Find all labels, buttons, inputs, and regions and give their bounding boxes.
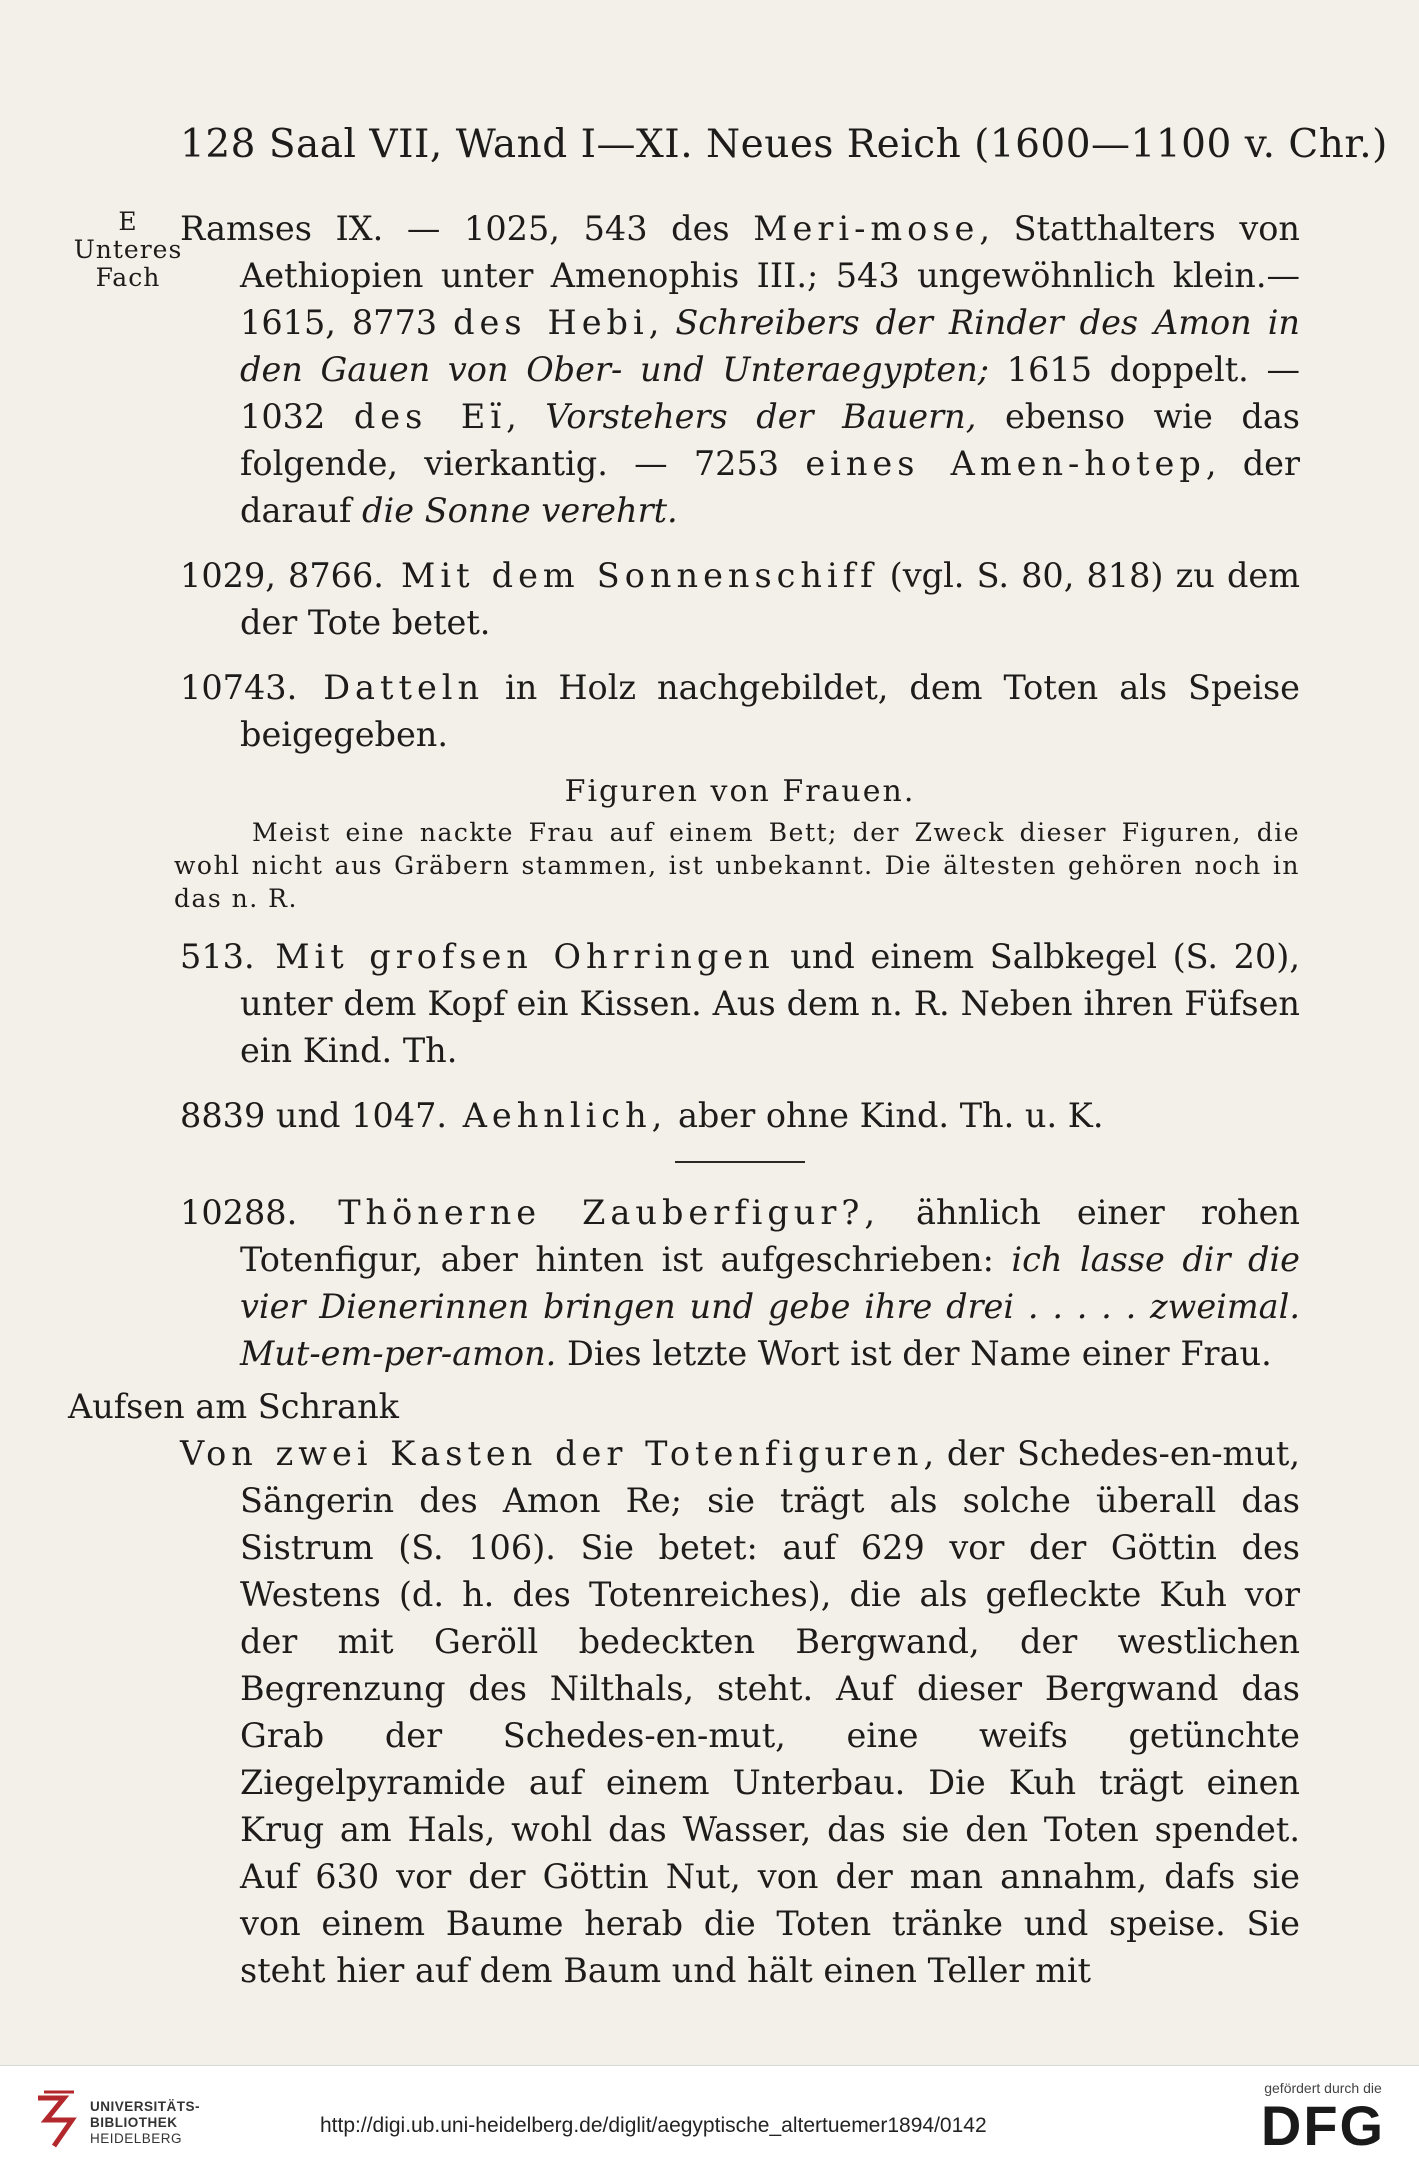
library-name-line: HEIDELBERG: [90, 2131, 183, 2146]
italic-title: Vorstehers der Bauern,: [545, 397, 977, 436]
text-run: aber ohne Kind. Th. u. K.: [667, 1096, 1104, 1135]
text-run: und einem Salbkegel (S. 20), unter dem Kopf ein Kissen. Aus dem n. R. Neben ihren Füfsen ein Kind. Th.: [240, 937, 1300, 1070]
italic-title: Schreibers der Rinder des Amon in den Gauen von Ober- und Unteraegypten;: [240, 303, 1300, 389]
text-run: 1615 doppelt. — 1032: [240, 350, 1300, 436]
margin-note: [68, 208, 188, 292]
text-run: in Holz nachgebildet, dem Toten als Speise beigegeben.: [240, 668, 1300, 754]
paragraph-zauberfigur: [180, 1189, 1300, 1377]
italic-title: die Sonne verehrt.: [362, 491, 678, 530]
text-run: , Statthalters von Aethiopien unter Amenophis III.; 543 ungewöhnlich klein.— 1615, 8773: [240, 209, 1301, 342]
italic-quote: ich lasse dir die vier Dienerinnen bringen und gebe ihre drei . . . . . zweimal. Mut-em-per-amon.: [240, 1240, 1300, 1373]
university-library-name: [90, 2099, 200, 2147]
text-run: , der Schedes-en-mut, Sängerin des Amon Re; sie trägt als solche überall das Sistrum (S. 106). Sie betet: auf 629 vor der Göttin des Westens (d. h. des Totenreiches), die als gefleckte Kuh vor der mit Geröll bedeckten Bergwand, der westlichen Begrenzung des Nilthals, steht. Auf dieser Bergwand das Grab der Schedes-en-mut, eine weifs getünchte Ziegelpyramide auf einem Unterbau. Die Kuh trägt einen Krug am Hals, wohl das Wasser, das sie den Toten spendet. Auf 630 vor der Göttin Nut, von der man annahm, dafs sie von einem Baume herab die Toten tränke und speise. Sie steht hier auf dem Baum und hält einen Teller mit: [240, 1434, 1301, 1990]
margin-note-line: Unteres: [73, 235, 183, 264]
entry-number: Ramses IX. — 1025, 543: [180, 209, 648, 248]
entry-number: 10743.: [180, 668, 298, 707]
section-heading: Figuren von Frauen.: [564, 774, 916, 809]
paragraph-ohrringe: [180, 933, 1300, 1074]
sponsor-block: [1253, 2080, 1393, 2156]
text-run: ,: [648, 303, 676, 342]
text-run: ,: [506, 397, 546, 436]
paragraph-aehnlich: [180, 1092, 1300, 1139]
margin-note-line: Fach: [95, 263, 161, 292]
margin-note-line: E: [118, 207, 138, 236]
entry-number: 8839 und 1047.: [180, 1096, 448, 1135]
spaced-name: Mit grofsen Ohrringen: [254, 937, 775, 976]
spaced-name: Von zwei Kasten der Totenfiguren: [180, 1434, 924, 1473]
text-run: Dies letzte Wort ist der Name einer Frau.: [556, 1334, 1272, 1373]
text-run: (vgl. S. 80, 818) zu dem der Tote betet.: [240, 556, 1300, 642]
spaced-name: Thönerne Zauberfigur?,: [297, 1193, 880, 1232]
sponsor-note: gefördert durch die: [1264, 2080, 1382, 2096]
library-name-line: BIBLIOTHEK: [90, 2115, 178, 2130]
section-divider: [675, 1161, 805, 1163]
text-run: des: [647, 209, 754, 248]
paragraph-ramses: [180, 205, 1300, 534]
footer-bar: [0, 2065, 1419, 2176]
library-name-line: UNIVERSITÄTS-: [90, 2099, 201, 2114]
spaced-name: eines Amen-hotep: [805, 444, 1206, 483]
source-url-link[interactable]: http://digi.ub.uni-heidelberg.de/diglit/aegyptische_altertuemer1894/0142: [320, 2114, 987, 2137]
spaced-name: Aehnlich,: [447, 1096, 668, 1135]
dfg-logo: DFG: [1260, 2094, 1386, 2157]
entry-number: 1029, 8766.: [180, 556, 384, 595]
spaced-name: des Hebi: [453, 303, 649, 342]
paragraph-sonnenschiff: [180, 552, 1300, 646]
entry-number: 10288.: [180, 1193, 298, 1232]
entry-number: 513.: [180, 937, 255, 976]
spaced-name: Meri-mose: [753, 209, 980, 248]
spaced-name: des Eï: [353, 397, 507, 436]
paragraph-kasten: [180, 1430, 1300, 1994]
section-intro: Meist eine nackte Frau auf einem Bett; der Zweck dieser Figuren, die wohl nicht aus Gräbern stammen, ist unbekannt. Die ältesten gehören noch in das n. R.: [174, 818, 1300, 913]
spaced-name: Mit dem Sonnenschiff: [383, 556, 878, 595]
text-run: , der darauf: [240, 444, 1300, 530]
text-run: ebenso wie das folgende, vierkantig. — 7253: [240, 397, 1300, 483]
text-run: ähnlich einer rohen Totenfigur, aber hinten ist aufgeschrieben:: [240, 1193, 1300, 1279]
university-library-logo-icon: [34, 2090, 80, 2154]
running-header: 128 Saal VII, Wand I—XI. Neues Reich (1600—1100 v. Chr.): [180, 122, 1388, 167]
subsection-heading: Aufsen am Schrank: [68, 1387, 399, 1426]
paragraph-datteln: [180, 664, 1300, 758]
spaced-name: Datteln: [297, 668, 485, 707]
